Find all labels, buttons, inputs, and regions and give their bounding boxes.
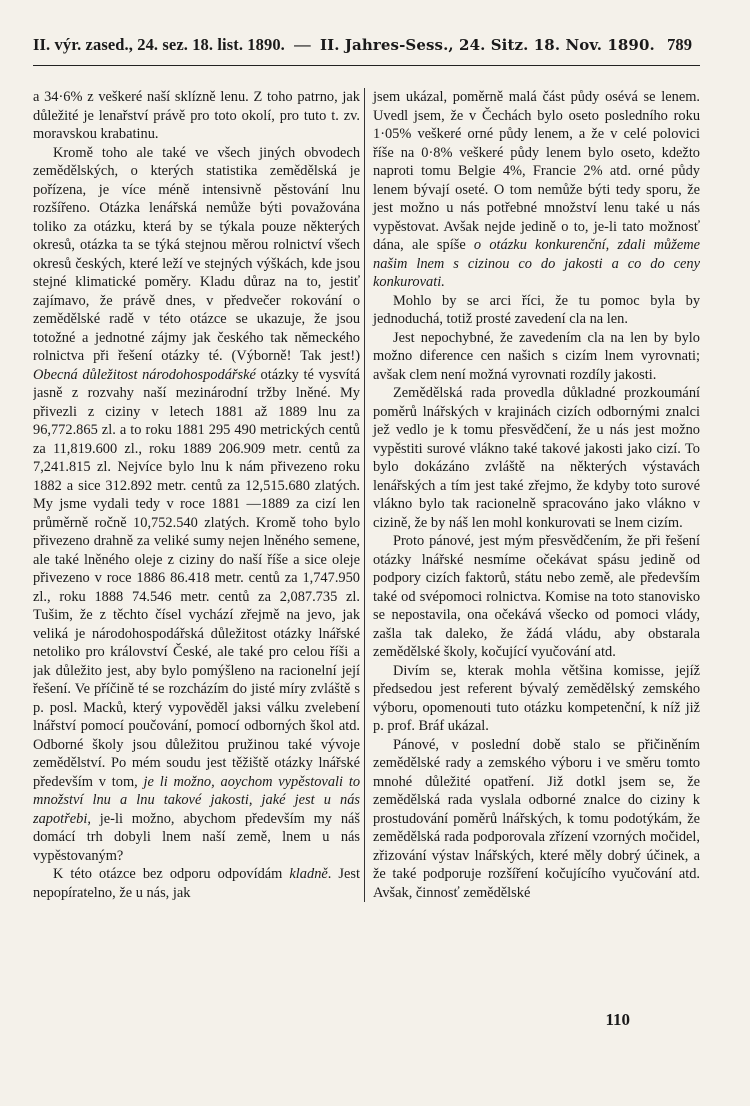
paragraph <box>373 532 700 662</box>
body-text: Kromě toho ale také ve všech jiných obvodech zemědělských, o kterých statistika zemědělská je pořízena, je více méně intensivně pěstování lnu rozšířeno. Otázka lenářská nemůže býti považována toliko za otázku, která by se týkala pouze některých okresů, otázka ta se týká stejnou měrou rolnictví všech okresů českých, které leží ve stejných výškách, kde jsou stejné klimatické poměry. Kladu důraz na to, jestiť zajímavo, že právě dnes, v předvečer rokování o zemědělské radě v této otázce se ukazuje, že jsou totožné a jednotné zájmy jak českého tak německého rolnictva při řešení otázky té. (Výborně! Tak jest!) <box>33 144 361 364</box>
body-text: jsem ukázal, poměrně malá část půdy osévá se lenem. Uvedl jsem, že v Čechách bylo oseto posledního roku 1·05% veškeré orné půdy lenem, a že v celé polovici říše na 0·8% veškeré půdy lenem bylo oseto, kdežto naproti tomu Belgie 4%, Francie 2% atd. orné půdy lenem bývají oseté. O tom nemůže býti tedy sporu, že jest možno u nás potřebné množství lenu také u nás vypěstovat. Avšak nejde jedině o to, je-li tato možnosť dána, ale spíše <box>373 89 701 253</box>
body-text: Jest nepochybné, že zavedením cla na len by bylo možno diference cen našich s cizím lnem vyrovnati; avšak clem není možná vyrovnati rozdíly jakosti. <box>373 329 701 383</box>
paragraph <box>33 144 360 866</box>
page-number: 789 <box>667 35 693 54</box>
paragraph <box>373 384 700 532</box>
italic-text: kladně <box>289 866 328 882</box>
body-text: Pánové, v poslední době stalo se přičiněním zemědělské rady a zemského výboru i ve směru tomto mnohé důležité opatření. Již dotkl jsem se, že zemědělská rada vyslala odborné znalce do ciziny k prostudování poměrů lnářských, k tomu podotýkám, že zemědělská rada podporovala zřízení vzorných močidel, zřizování výstav lnářských, které měly dobrý účinek, a že také podporuje rozšíření kočujícího vyučování atd. Avšak, činnosť zemědělské <box>373 736 701 901</box>
paragraph <box>373 662 700 736</box>
body-text: a 34·6% z veškeré naší sklízně lenu. Z toho patrno, jak důležité je lenařství právě pro toto okolí, pro tuto t. zv. moravskou krabatinu. <box>33 89 361 142</box>
paragraph <box>373 329 700 385</box>
header-rule <box>33 65 700 66</box>
body-text: Mohlo by se arci říci, že tu pomoc byla by jednoduchá, totiž prosté zavedení cla na len. <box>373 292 701 327</box>
body-text: otázky té vysvítá jasně z rozvahy naší mezinárodní tržby lněné. My přivezli z ciziny v letech 1881 až 1889 lnu za 96,772.865 zl. a to roku 1881 295 490 metrických centů za 11,819.600 zl., roku 1889 206.909 metr. centů za 7,241.815 zl. Nejvíce bylo lnu k nám přivezeno roku 1882 a sice 312.892 metr. centů za 12,515.680 zlatých. My jsme vydali tedy v roce 1881 —1889 za cizí len průměrně ročně 10,752.540 zlatých. Kromě toho bylo přivezeno drahně za veliké sumy nejen lněného semene, ale také lněného oleje z ciziny do naší říše a sice oleje přivezeno v roce 1886 86.418 metr. centů za 1,747.950 zl., roku 1888 74.546 metr. centů za 2,087.735 zl. Tušim, že z těchto čísel vychází zřejmě na jevo, jak veliká je národohospodářská důležitost otázky lnářské netoliko pro království České, ale také pro celou říši a jak důležito jest, aby bylo pomýšleno na racionelní její řešení. Ve příčině té se rozcházím do jisté míry zvláště s p. posl. Macků, který vypověděl jaksi válku zvelebení lnářství pomocí poučování, pomocí odborných škol atd. Odborné školy jsou důležitou pružinou také vývoje zemědělství. Po mém soudu jest těžiště otázky lnářské především v tom, <box>33 366 361 790</box>
paragraph <box>33 88 360 144</box>
paragraph <box>373 736 700 903</box>
paragraph <box>33 865 360 902</box>
paragraph <box>373 292 700 329</box>
running-head-czech: II. výr. zased., 24. sez. 18. list. 1890. <box>33 35 285 54</box>
right-column <box>369 88 700 902</box>
running-head-dash: — <box>294 35 311 54</box>
italic-text: o otázku konkurenční, zdali můžeme našim lnem s cizinou co do jakosti a co do ceny konkurovati. <box>373 237 701 290</box>
two-column-body <box>33 88 700 902</box>
left-column <box>33 88 360 902</box>
body-text: , je-li možno, abychom především my náš domácí trh dobyli lnem naší země, lnem u nás vypěstovaným? <box>33 810 361 864</box>
body-text: Proto pánové, jest mým přesvědčením, že při řešení otázky lnářské nesmíme očekávat spásu jedině od podpory cizích faktorů, státu nebo země, ale především také od svépomoci rolnictva. Komise na toto stanovisko se nepostavila, ona očekává všecko od pomoci vlády, zašla tak daleko, že žádá vládu, aby obstarala zemědělské školy, kočující vyučování atd. <box>373 533 701 660</box>
running-head-german: II. Jahres-Sess., 24. Sitz. 18. Nov. 1890. <box>319 36 655 54</box>
running-head <box>33 34 700 56</box>
column-divider <box>364 88 365 902</box>
body-text: . Jest nepopíratelno, že u nás, jak <box>33 866 361 901</box>
italic-text: je li možno, aoychom vypěstovali to množství lnu a lnu takové jakosti, jaké jest u nás zapotřebi <box>33 773 361 827</box>
paragraph <box>373 88 700 292</box>
body-text: K této otázce bez odporu odpovídám <box>53 866 290 882</box>
sheet-number: 110 <box>605 1010 630 1029</box>
italic-text: Obecná důležitost národohospodářské <box>33 366 256 383</box>
body-text: Divím se, kterak mohla většina komisse, jejíž předsedou jest referent bývalý zemědělský zemského výboru, opomenouti tuto otázku kompetenční, k níž již p. prof. Bráf ukázal. <box>373 662 701 734</box>
body-text: Zemědělská rada provedla důkladné prozkoumání poměrů lnářských v krajinách cizích odbornými znalci jež vedlo je k tomu přesvědčení, že u nás jest možno vypěstiti surové vlákno také takové jakosti jako cizí. To bylo dokázáno zvláště na některých výstavách lenářských a tím jest také zřejmo, že kdyby toto surové vlákno bylo tak racionelně spracováno jako vlákno v cizině, že by náš len mohl konkurovati se lnem cizím. <box>373 385 701 531</box>
